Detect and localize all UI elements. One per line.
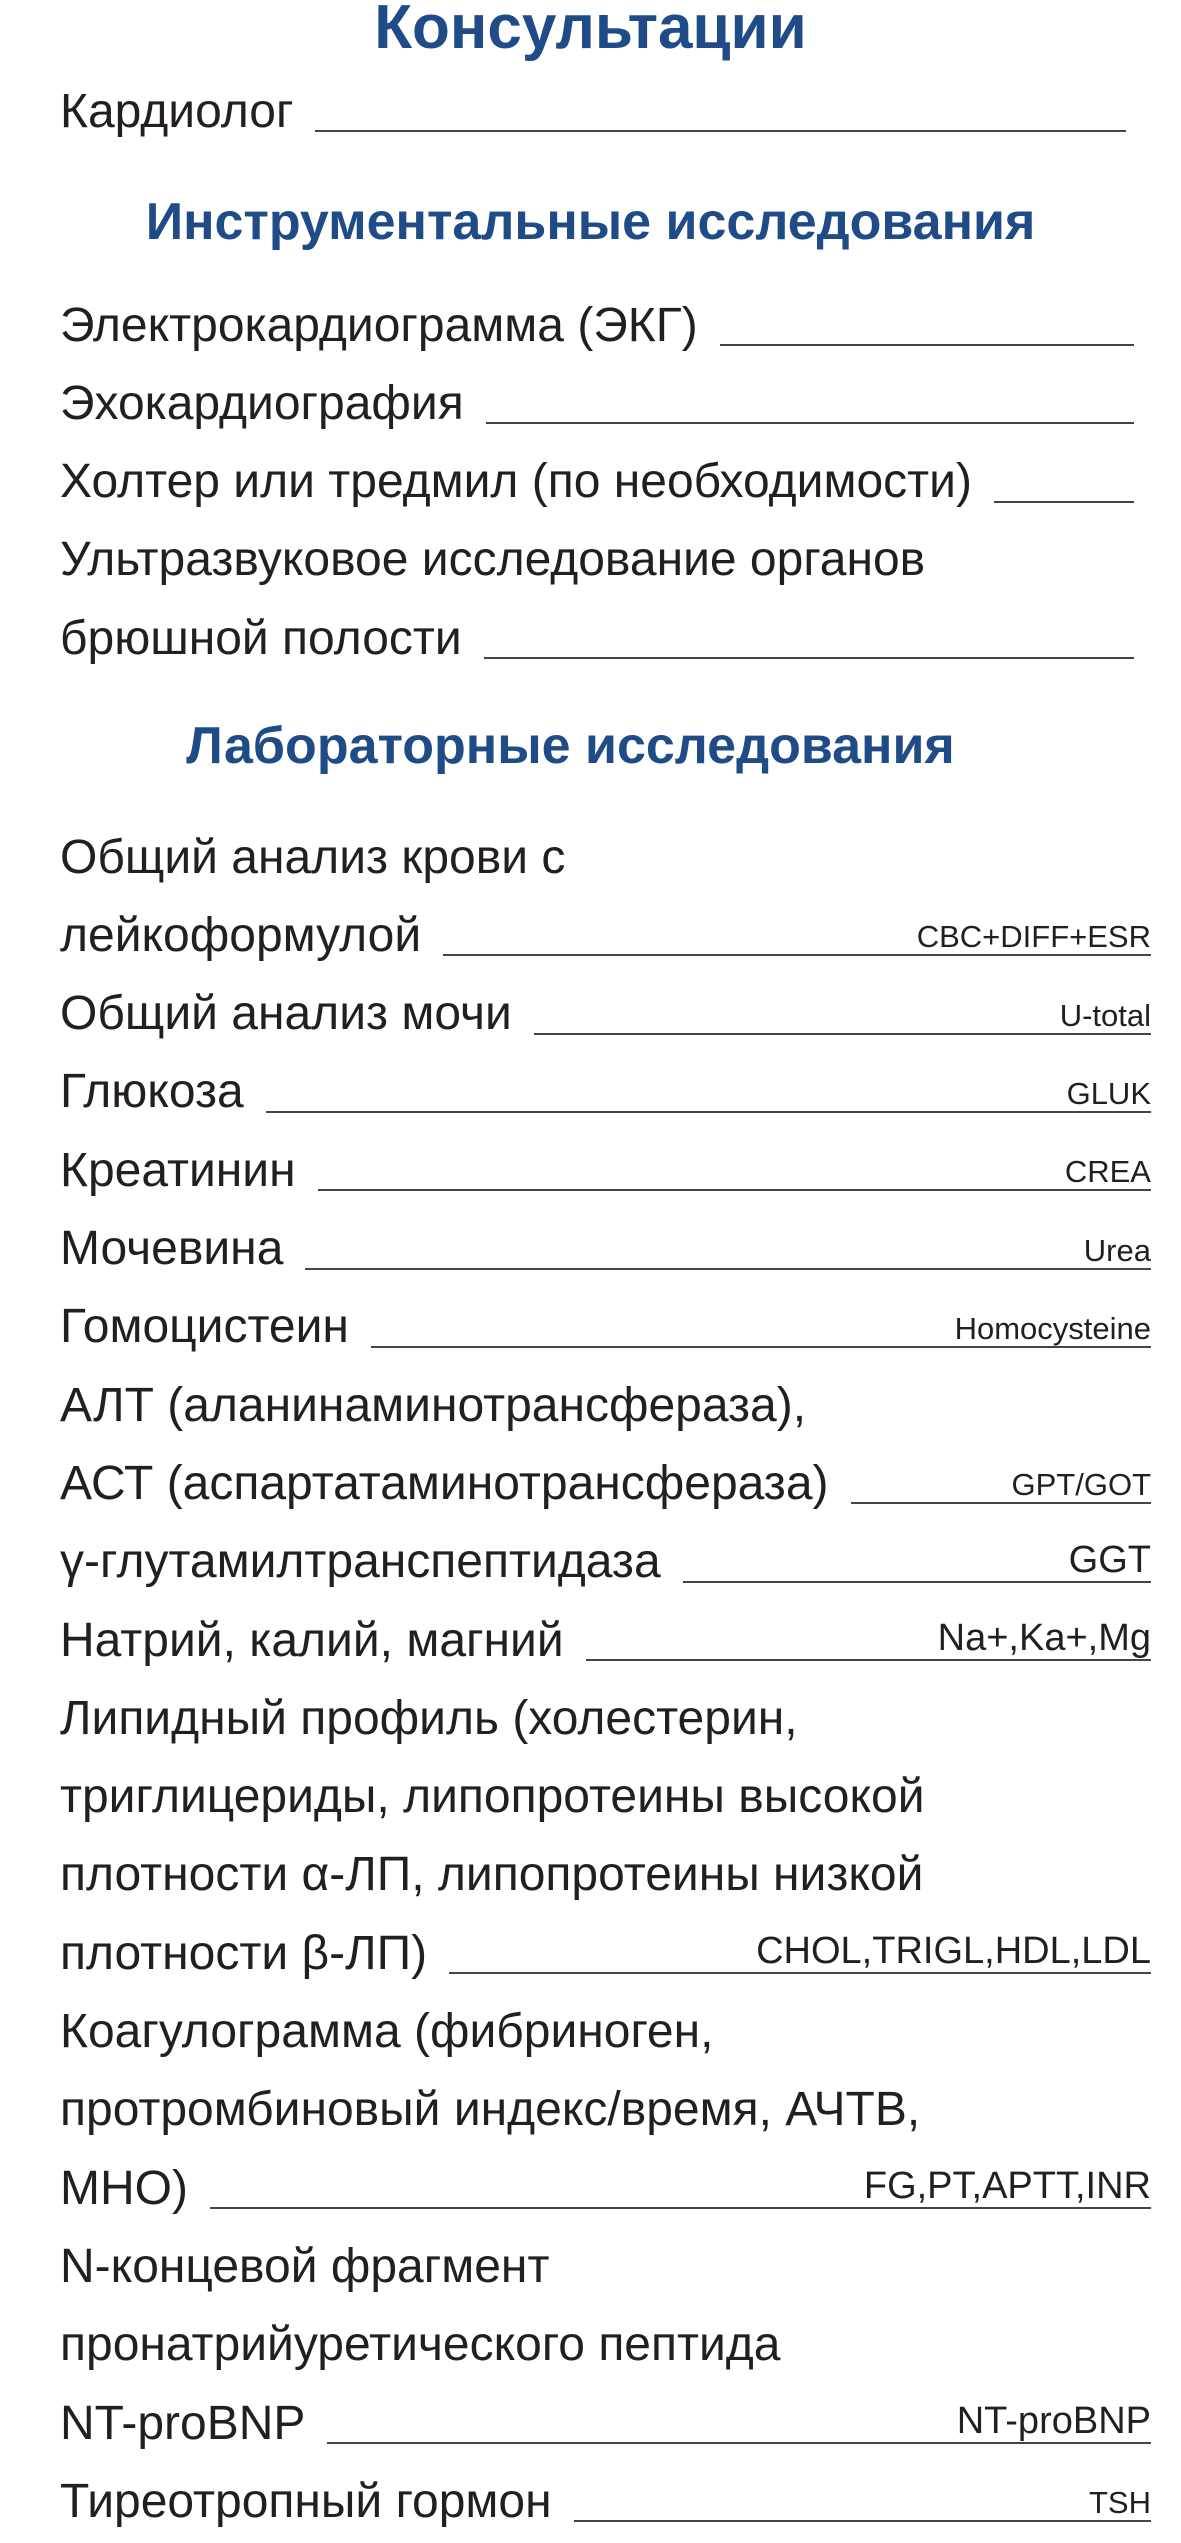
item-label: Электрокардиограмма (ЭКГ)	[60, 298, 698, 352]
underline	[851, 1502, 1152, 1504]
laboratory-item	[60, 1523, 1151, 1601]
item-label: Натрий, калий, магний	[60, 1613, 564, 1667]
item-label: триглицериды, липопротеины высокой	[60, 1770, 925, 1824]
fill-in-line[interactable]	[574, 2462, 1151, 2540]
instrumental-heading: Инструментальные исследования	[145, 193, 1036, 251]
item-label: Гомоцистеин	[60, 1300, 349, 1354]
fill-in-line[interactable]	[720, 286, 1134, 364]
item-label: Глюкоза	[60, 1065, 244, 1119]
test-code: FG,PT,APTT,INR	[863, 2165, 1151, 2208]
item-label: Кардиолог	[60, 84, 294, 138]
item-label: протромбиновый индекс/время, АЧТВ,	[60, 2083, 921, 2137]
underline	[449, 1972, 1151, 1974]
item-label: Ультразвуковое исследование органов	[60, 533, 926, 587]
fill-in-line[interactable]	[534, 975, 1151, 1053]
test-code: GLUK	[1066, 1075, 1151, 1111]
underline	[720, 344, 1134, 346]
underline	[266, 1111, 1151, 1113]
fill-in-line[interactable]	[305, 1210, 1151, 1288]
item-label: Холтер или тредмил (по необходимости)	[60, 455, 972, 509]
test-code: Na+,Ka+,Mg	[937, 1617, 1151, 1659]
instrumental-item	[60, 364, 1134, 442]
test-code: NT-proBNP	[956, 2400, 1151, 2442]
item-label: АЛТ (аланинаминотрансфераза),	[60, 1378, 807, 1432]
item-label: плотности β-ЛП)	[60, 1926, 428, 1980]
item-label: плотности α-ЛП, липопротеины низкой	[60, 1848, 924, 1902]
fill-in-line[interactable]	[318, 1131, 1151, 1209]
item-label: Мочевина	[60, 1222, 284, 1275]
item-label: N-концевой фрагмент	[60, 2239, 550, 2293]
fill-in-line[interactable]	[315, 72, 1126, 150]
instrumental-item	[60, 599, 1134, 677]
item-label: Креатинин	[60, 1143, 296, 1197]
laboratory-item	[60, 1366, 1151, 1444]
underline	[574, 2520, 1151, 2522]
item-label: Общий анализ крови с	[60, 830, 566, 884]
underline	[305, 1268, 1151, 1270]
item-label: АСТ (аспартатаминотрансфераза)	[60, 1456, 829, 1510]
fill-in-line[interactable]	[851, 1444, 1152, 1522]
laboratory-item	[60, 1993, 1151, 2071]
fill-in-line[interactable]	[449, 1914, 1151, 1992]
item-label: Тиреотропный гормон	[60, 2474, 552, 2528]
underline	[443, 954, 1151, 956]
underline	[486, 422, 1134, 424]
laboratory-item	[60, 1288, 1151, 1366]
fill-in-line[interactable]	[683, 1523, 1151, 1601]
underline	[327, 2442, 1151, 2444]
test-code: TSH	[1089, 2485, 1151, 2521]
laboratory-item	[60, 1836, 1151, 1914]
instrumental-item	[60, 286, 1134, 364]
test-code: Homocysteine	[954, 1310, 1151, 1346]
test-code: CBC+DIFF+ESR	[916, 919, 1151, 955]
laboratory-item	[60, 1131, 1151, 1209]
laboratory-item	[60, 2071, 1151, 2149]
fill-in-line[interactable]	[586, 1601, 1151, 1679]
fill-in-line[interactable]	[994, 443, 1134, 521]
underline	[586, 1659, 1151, 1661]
laboratory-item	[60, 2462, 1151, 2540]
fill-in-line[interactable]	[486, 364, 1134, 442]
laboratory-item	[60, 2149, 1151, 2227]
laboratory-item	[60, 896, 1151, 974]
item-label: пронатрийуретического пептида	[60, 2318, 781, 2372]
item-label: γ-глутамилтранспептидаза	[60, 1535, 661, 1589]
item-label: Липидный профиль (холестерин,	[60, 1691, 798, 1745]
consultations-item	[60, 72, 1126, 150]
item-label: NT-proBNP	[60, 2396, 306, 2450]
laboratory-item	[60, 1679, 1151, 1757]
underline	[534, 1033, 1151, 1035]
fill-in-line[interactable]	[371, 1288, 1151, 1366]
laboratory-item	[60, 1444, 1151, 1522]
laboratory-item	[60, 1914, 1151, 1992]
laboratory-item	[60, 1758, 1151, 1836]
underline	[484, 657, 1134, 659]
fill-in-line[interactable]	[266, 1053, 1151, 1131]
consultations-heading: Консультации	[374, 0, 807, 62]
underline	[318, 1189, 1151, 1191]
fill-in-line[interactable]	[210, 2149, 1151, 2227]
item-label: Коагулограмма (фибриноген,	[60, 2005, 714, 2058]
test-code: GPT/GOT	[1011, 1467, 1151, 1503]
instrumental-item	[60, 443, 1134, 521]
item-label: МНО)	[60, 2161, 188, 2215]
fill-in-line[interactable]	[443, 896, 1151, 974]
laboratory-item	[60, 818, 1151, 896]
laboratory-item	[60, 2384, 1151, 2462]
laboratory-item	[60, 1601, 1151, 1679]
laboratory-item	[60, 1210, 1151, 1288]
laboratory-heading: Лабораторные исследования	[186, 717, 955, 775]
laboratory-item	[60, 975, 1151, 1053]
item-label: Общий анализ мочи	[60, 987, 512, 1041]
test-code: U-total	[1059, 997, 1151, 1033]
item-label: брюшной полости	[60, 611, 462, 665]
laboratory-item	[60, 1053, 1151, 1131]
test-code: Urea	[1083, 1232, 1151, 1268]
test-code: CHOL,TRIGL,HDL,LDL	[756, 1930, 1151, 1973]
item-label: Эхокардиография	[60, 376, 464, 430]
laboratory-item	[60, 2306, 1151, 2384]
underline	[210, 2207, 1151, 2209]
instrumental-item	[60, 521, 1134, 599]
underline	[371, 1346, 1151, 1348]
underline	[683, 1581, 1151, 1583]
test-code: GGT	[1068, 1538, 1151, 1581]
fill-in-line[interactable]	[327, 2384, 1151, 2462]
underline	[994, 501, 1134, 503]
fill-in-line[interactable]	[484, 599, 1134, 677]
underline	[315, 130, 1126, 132]
laboratory-item	[60, 2227, 1151, 2305]
test-code: CREA	[1064, 1154, 1151, 1190]
item-label: лейкоформулой	[60, 908, 422, 962]
